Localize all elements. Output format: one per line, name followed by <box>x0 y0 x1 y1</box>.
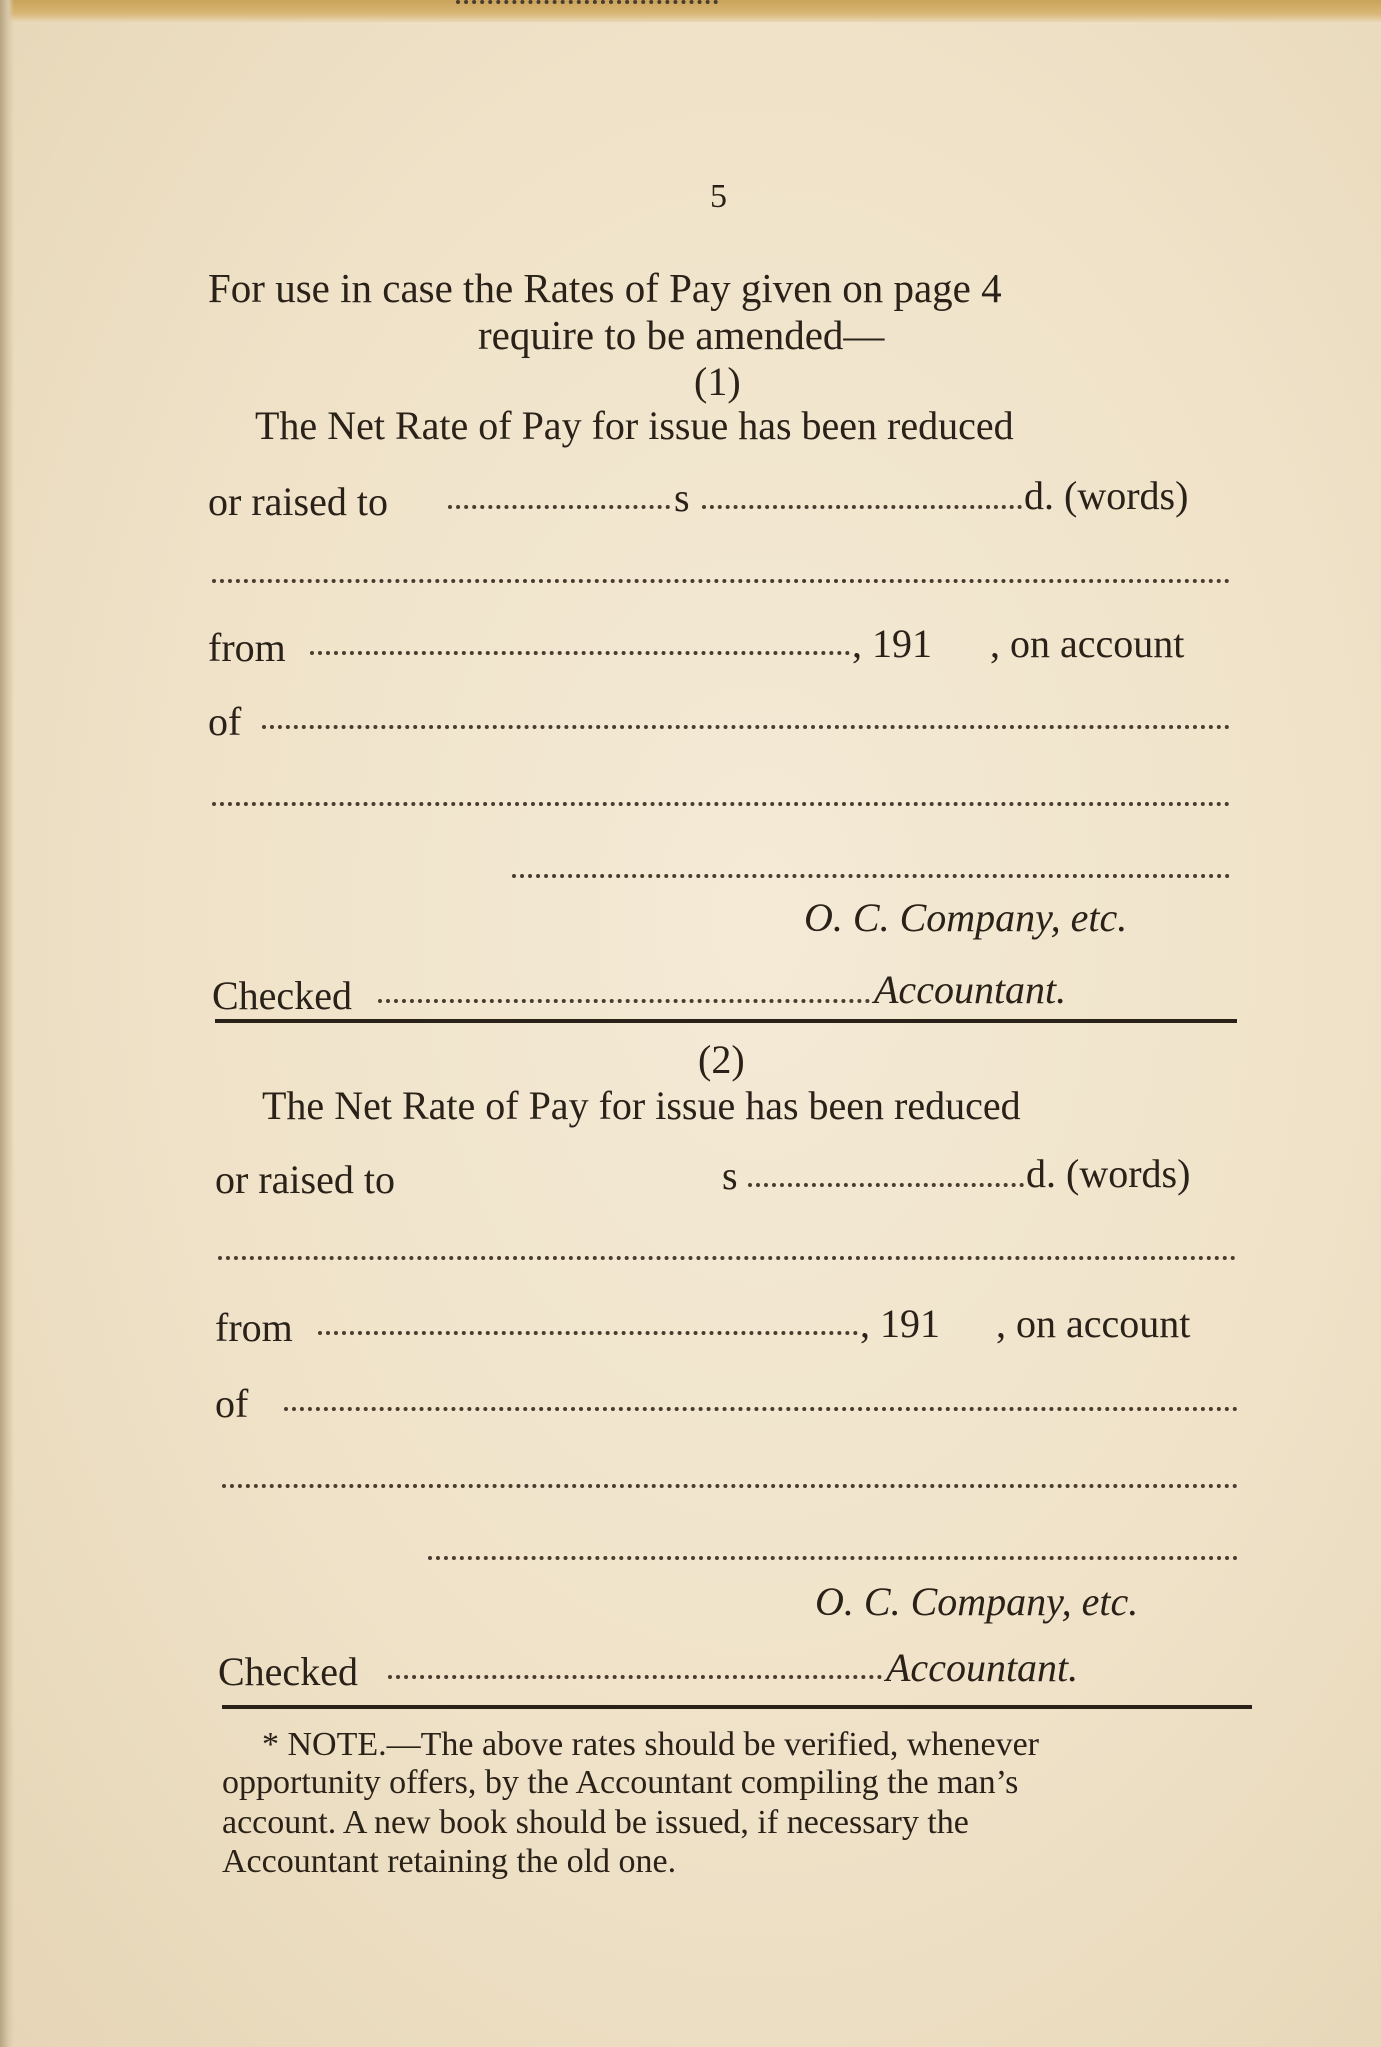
block-1-rate-line: The Net Rate of Pay for issue has been reduced <box>255 403 1014 448</box>
note-line-2: opportunity offers, by the Accountant compiling the man’s <box>222 1764 1019 1801</box>
block-1-reason-field-2[interactable] <box>212 802 1230 806</box>
block-1-on-account-label: , on account <box>990 621 1185 666</box>
block-2-rate-line: The Net Rate of Pay for issue has been reduced <box>262 1083 1021 1128</box>
block-1-pence-field[interactable] <box>702 505 1022 509</box>
block-1-d-words-label: d. (words) <box>1024 473 1189 518</box>
block-1-shillings-field[interactable] <box>448 505 670 509</box>
block-2-s-label: s <box>722 1153 738 1198</box>
note-line-1: * NOTE.—The above rates should be verified, whenever <box>262 1726 1040 1763</box>
block-2-raised-to-label: or raised to <box>215 1157 395 1202</box>
note-line-4: Accountant retaining the old one. <box>222 1843 677 1880</box>
page-number: 5 <box>710 178 727 215</box>
note-divider <box>222 1705 1252 1709</box>
block-1-accountant-label: Accountant. <box>874 967 1067 1012</box>
block-2-signatory: O. C. Company, etc. <box>815 1579 1139 1624</box>
block-1-checked-label: Checked <box>212 973 352 1018</box>
block-divider <box>215 1019 1237 1023</box>
block-2-accountant-label: Accountant. <box>886 1645 1079 1690</box>
block-1-reason-field-1[interactable] <box>262 725 1230 729</box>
block-2-words-field[interactable] <box>218 1256 1236 1260</box>
block-1-words-field[interactable] <box>212 579 1230 583</box>
block-2-shillings-field[interactable] <box>456 0 718 4</box>
block-2-year-label: , 191 <box>860 1301 940 1346</box>
block-2-from-label: from <box>215 1305 293 1350</box>
block-2-reason-field-1[interactable] <box>284 1407 1238 1411</box>
block-1-s-label: s <box>674 475 690 520</box>
block-1-number: (1) <box>694 359 741 404</box>
block-2-of-label: of <box>215 1381 249 1426</box>
block-1-from-date-field[interactable] <box>310 651 850 655</box>
intro-line-1: For use in case the Rates of Pay given on page 4 <box>208 265 1002 311</box>
note-line-3: account. A new book should be issued, if necessary the <box>222 1804 969 1841</box>
block-1-checked-field[interactable] <box>378 999 870 1003</box>
block-1-year-label: , 191 <box>852 621 932 666</box>
block-1-signatory: O. C. Company, etc. <box>804 895 1128 940</box>
block-2-checked-field[interactable] <box>388 1675 882 1679</box>
block-2-number: (2) <box>698 1037 745 1082</box>
block-2-signature-field[interactable] <box>428 1556 1238 1560</box>
block-2-from-date-field[interactable] <box>318 1331 858 1335</box>
block-2-pence-field[interactable] <box>748 1183 1024 1187</box>
block-2-checked-label: Checked <box>218 1649 358 1694</box>
block-1-raised-to-label: or raised to <box>208 479 388 524</box>
block-1-signature-field[interactable] <box>512 874 1230 878</box>
page-binding-edge <box>0 0 14 2047</box>
block-1-of-label: of <box>208 699 242 744</box>
block-2-on-account-label: , on account <box>996 1301 1191 1346</box>
block-1-from-label: from <box>208 625 286 670</box>
block-2-reason-field-2[interactable] <box>222 1484 1238 1488</box>
intro-line-2: require to be amended— <box>478 312 885 358</box>
block-2-d-words-label: d. (words) <box>1026 1151 1191 1196</box>
